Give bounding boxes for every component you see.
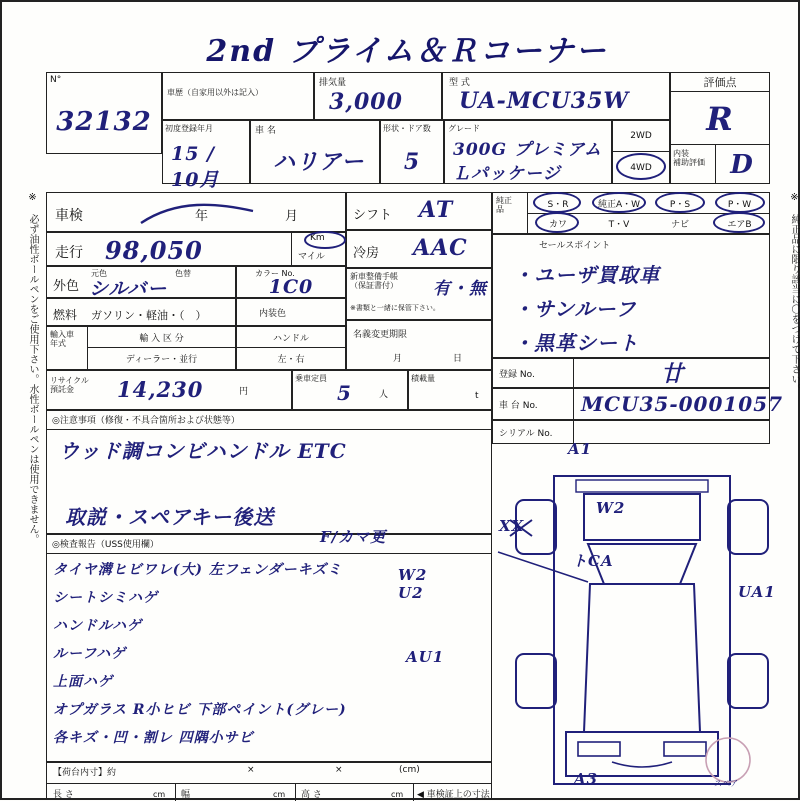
registration-no-divider bbox=[573, 359, 574, 387]
fuel-value[interactable]: ガソリン・軽油・（ ） bbox=[91, 309, 207, 322]
model-code-value: UA-MCU35W bbox=[459, 88, 630, 114]
drive-cell bbox=[612, 120, 670, 184]
mark-w2: W2 bbox=[398, 566, 428, 584]
diagram-mark-xx: XX bbox=[499, 517, 525, 535]
aircon-value: AAC bbox=[413, 235, 468, 261]
recycle-cell bbox=[46, 370, 292, 410]
side-note-right: ※ 純正品に限り該当に〇をつけて下さい。 bbox=[789, 192, 800, 394]
car-name-cell bbox=[250, 120, 380, 184]
equipment-item-tv[interactable]: T・V bbox=[608, 219, 630, 230]
chassis-no-value: MCU35‑0001057 bbox=[581, 392, 784, 416]
grade-spec-label: グレード bbox=[448, 124, 480, 133]
load-unit: t bbox=[475, 391, 479, 401]
side-note-left: ※ 必ず油性ボールペンをご使用下さい。水性ボールペンは使用できません。 bbox=[27, 192, 38, 544]
new-car-docs-value[interactable]: 有・無 bbox=[433, 279, 487, 299]
model-code-label: 型 式 bbox=[449, 78, 470, 88]
color-value: シルバー bbox=[89, 278, 168, 300]
dimensions-header: 【荷台内寸】約 bbox=[53, 768, 117, 778]
doors-cell bbox=[380, 120, 444, 184]
serial-no-label: シリアル No. bbox=[499, 429, 553, 439]
aircon-label: 冷房 bbox=[353, 246, 380, 261]
import-section-label: 輸 入 区 分 bbox=[139, 333, 184, 344]
shift-label: シフト bbox=[353, 208, 393, 223]
mark-f-kama: F/カマ更 bbox=[320, 528, 387, 546]
lot-number-cell bbox=[46, 72, 162, 154]
drive-option-2wd[interactable]: 2WD bbox=[612, 120, 670, 152]
doors-value: 5 bbox=[403, 149, 421, 175]
page-title: 2nd プライム＆Ｒコーナー bbox=[206, 34, 608, 69]
dimensions-divider-v3 bbox=[413, 783, 414, 801]
registration-no-value: 廿 bbox=[661, 361, 685, 387]
equipment-circle-pw bbox=[715, 192, 765, 213]
first-reg-label: 初度登録年月 bbox=[165, 124, 213, 133]
mileage-unit-mile[interactable]: マイル bbox=[298, 252, 325, 262]
mileage-label: 走行 bbox=[55, 245, 83, 261]
mileage-unit-km[interactable]: Km bbox=[310, 233, 325, 243]
import-label: 輸入車 年式 bbox=[50, 330, 74, 348]
registration-no-label: 登録 No. bbox=[499, 370, 535, 380]
grade-box bbox=[670, 72, 770, 184]
car-diagram bbox=[492, 432, 792, 798]
handle-value[interactable]: 左・右 bbox=[277, 355, 305, 365]
recycle-label: リサイクル 預託金 bbox=[50, 376, 89, 394]
history-cell bbox=[162, 72, 314, 120]
inspection-cell bbox=[46, 192, 346, 232]
color-sub-label: 元色 bbox=[91, 269, 107, 278]
dimensions-x2: × bbox=[335, 765, 343, 775]
recycle-value: 14,230 bbox=[117, 377, 204, 402]
equipment-item-kawa[interactable]: カワ bbox=[548, 219, 567, 230]
sales-points-header: セールスポイント bbox=[539, 241, 611, 251]
diagram-mark-a3: A3 bbox=[574, 770, 599, 788]
dimensions-width-label: 幅 bbox=[181, 790, 191, 800]
lot-number-label: N° bbox=[50, 75, 62, 85]
inspection-report-line-4: ルーフハゲ bbox=[53, 646, 127, 662]
capacity-cell bbox=[292, 370, 408, 410]
shift-cell bbox=[346, 192, 492, 230]
grade-spec-value-2: Ｌパッケージ bbox=[453, 164, 561, 184]
first-reg-cell bbox=[162, 120, 250, 191]
mileage-value: 98,050 bbox=[105, 236, 203, 265]
grade-interior-row bbox=[670, 144, 770, 185]
grade-overall: R bbox=[706, 100, 734, 138]
first-reg-value: 15 / 10月 bbox=[171, 143, 220, 191]
color-no-cell bbox=[236, 266, 346, 298]
handle-label: ハンドル bbox=[272, 333, 309, 344]
mark-au1: AU1 bbox=[406, 648, 445, 666]
capacity-unit: 人 bbox=[379, 390, 389, 400]
equipment-circle-aw bbox=[592, 192, 646, 213]
color-label: 外色 bbox=[53, 279, 80, 294]
notes-header: ◎注意事項（修復・不具合箇所および状態等） bbox=[46, 410, 492, 430]
dimensions-length-label: 長 さ bbox=[53, 790, 74, 800]
interior-color-label: 内装色 bbox=[259, 309, 287, 319]
drive-option-4wd[interactable]: 4WD bbox=[630, 162, 652, 173]
color-no-label: カラー No. bbox=[255, 269, 295, 278]
inspection-strike-mark bbox=[137, 197, 257, 229]
diagram-mark-ua1: UA1 bbox=[738, 583, 776, 601]
new-car-docs-note: ※書類と一緒に保管下さい。 bbox=[350, 304, 440, 312]
equipment-circle-ps bbox=[655, 192, 705, 213]
mileage-cell bbox=[46, 232, 346, 266]
grade-interior-label: 内装 補助評価 bbox=[673, 149, 705, 168]
equipment-circle-airbag bbox=[713, 212, 765, 233]
capacity-value: 5 bbox=[337, 381, 352, 405]
inspection-report-header: ◎検査報告（USS使用欄） bbox=[46, 534, 492, 554]
dimensions-length-unit: cm bbox=[153, 790, 166, 799]
equipment-grid bbox=[492, 192, 770, 234]
car-name-label: 車 名 bbox=[255, 126, 276, 136]
handle-cell bbox=[236, 326, 346, 370]
sales-points-box bbox=[492, 234, 770, 358]
inspection-report-line-6: オプガラス R小ヒビ 下部ペイント(グレー) bbox=[53, 702, 347, 718]
inspection-report-line-2: シートシミハゲ bbox=[53, 590, 158, 606]
load-cell bbox=[408, 370, 492, 410]
grade-spec-value-1: 300G プレミアム bbox=[453, 140, 603, 160]
diagram-mark-tca: トCA bbox=[572, 552, 614, 570]
equipment-item-ps[interactable]: P・S bbox=[669, 199, 691, 210]
new-car-docs-label: 新車整備手帳 （保証書付） bbox=[350, 272, 398, 291]
chassis-no-cell bbox=[492, 388, 784, 420]
notes-box bbox=[46, 410, 492, 534]
grade-spec-cell bbox=[444, 120, 612, 184]
equipment-circle-kawa bbox=[535, 212, 579, 233]
equipment-item-pw[interactable]: P・W bbox=[727, 199, 752, 210]
color-cell bbox=[46, 266, 236, 298]
import-value[interactable]: ディーラー・並行 bbox=[125, 355, 198, 365]
shift-value: AT bbox=[419, 197, 454, 223]
name-change-cell bbox=[346, 320, 492, 370]
displacement-value: 3,000 bbox=[329, 89, 403, 115]
history-label: 車歴（自家用以外は記入） bbox=[167, 88, 263, 97]
inspection-report-line-7: 各キズ・凹・割レ 四隅小サビ bbox=[53, 730, 254, 746]
chassis-no-divider bbox=[573, 389, 574, 419]
diagram-mark-spare: スペア bbox=[714, 779, 738, 788]
dimensions-height-label: 高 さ bbox=[301, 790, 322, 800]
equipment-item-airbag[interactable]: エアB bbox=[727, 219, 752, 230]
car-name-value: ハリアー bbox=[273, 149, 365, 175]
equipment-item-sr[interactable]: S・R bbox=[547, 199, 569, 210]
inspection-report-line-5: 上面ハゲ bbox=[53, 674, 113, 690]
chassis-no-label: 車 台 No. bbox=[499, 401, 538, 411]
lot-number-value: 32132 bbox=[56, 107, 152, 137]
drive-4wd-circle-mark bbox=[616, 153, 666, 180]
notes-line-1: ウッド調コンビハンドル ETC bbox=[59, 439, 347, 463]
sales-point-1: ・ユーザ買取車 bbox=[513, 263, 660, 287]
fuel-cell bbox=[46, 298, 236, 326]
sales-point-2: ・サンルーフ bbox=[513, 297, 637, 321]
displacement-label: 排気量 bbox=[319, 78, 347, 88]
notes-line-3: 取説・スペアキー後送 bbox=[65, 505, 275, 529]
mileage-km-circle-mark bbox=[304, 231, 346, 249]
equipment-header: 純正 品 bbox=[496, 196, 512, 214]
name-change-label: 名義変更期限 bbox=[353, 330, 408, 340]
inspection-label: 車検 bbox=[55, 208, 83, 224]
diagram-mark-a1: A1 bbox=[568, 440, 593, 458]
model-code-cell bbox=[442, 72, 670, 120]
dimensions-height-unit: cm bbox=[391, 790, 404, 799]
import-cell bbox=[46, 326, 236, 370]
dimensions-divider-h bbox=[47, 783, 491, 784]
equipment-item-navi[interactable]: ナビ bbox=[670, 219, 689, 230]
registration-no-cell bbox=[492, 358, 770, 388]
dimensions-divider-v2 bbox=[295, 783, 296, 801]
dimensions-unit: (cm) bbox=[399, 765, 420, 775]
doors-label: 形状・ドア数 bbox=[383, 124, 431, 133]
color-repaint-label: 色替 bbox=[175, 269, 191, 278]
grade-box-header: 評価点 bbox=[670, 72, 770, 92]
interior-color-cell bbox=[236, 298, 346, 326]
aircon-cell bbox=[346, 230, 492, 268]
diagram-mark-w2: W2 bbox=[596, 499, 626, 517]
dimensions-footnote: ◀ 車検証上の寸法 bbox=[417, 790, 490, 800]
dimensions-box bbox=[46, 762, 492, 800]
equipment-circle-sr bbox=[533, 192, 581, 213]
sales-point-3: ・黒革シート bbox=[513, 331, 639, 355]
dimensions-divider-v1 bbox=[175, 783, 176, 801]
name-change-day: 日 bbox=[453, 354, 463, 364]
new-car-docs-cell bbox=[346, 268, 492, 320]
color-no-value: 1C0 bbox=[268, 276, 314, 298]
dimensions-x1: × bbox=[247, 765, 255, 775]
mark-u2: U2 bbox=[398, 584, 424, 602]
fuel-label: 燃料 bbox=[53, 308, 78, 322]
inspection-month-label: 月 bbox=[285, 209, 299, 224]
displacement-cell bbox=[314, 72, 442, 120]
inspection-report-line-3: ハンドルハゲ bbox=[53, 618, 143, 634]
load-label: 積載量 bbox=[411, 374, 435, 383]
dimensions-width-unit: cm bbox=[273, 790, 286, 799]
recycle-unit: 円 bbox=[239, 387, 249, 397]
inspection-report-line-1: タイヤ溝ヒビワレ(大) 左フェンダーキズミ bbox=[53, 562, 343, 578]
equipment-item-aw[interactable]: 純正A・W bbox=[597, 199, 641, 210]
grade-interior-value: D bbox=[730, 149, 754, 180]
name-change-month: 月 bbox=[393, 354, 403, 364]
mileage-unit-box bbox=[291, 232, 347, 266]
grade-interior-divider bbox=[715, 145, 716, 184]
capacity-label: 乗車定員 bbox=[295, 374, 327, 383]
inspection-year-label: 年 bbox=[195, 209, 209, 224]
